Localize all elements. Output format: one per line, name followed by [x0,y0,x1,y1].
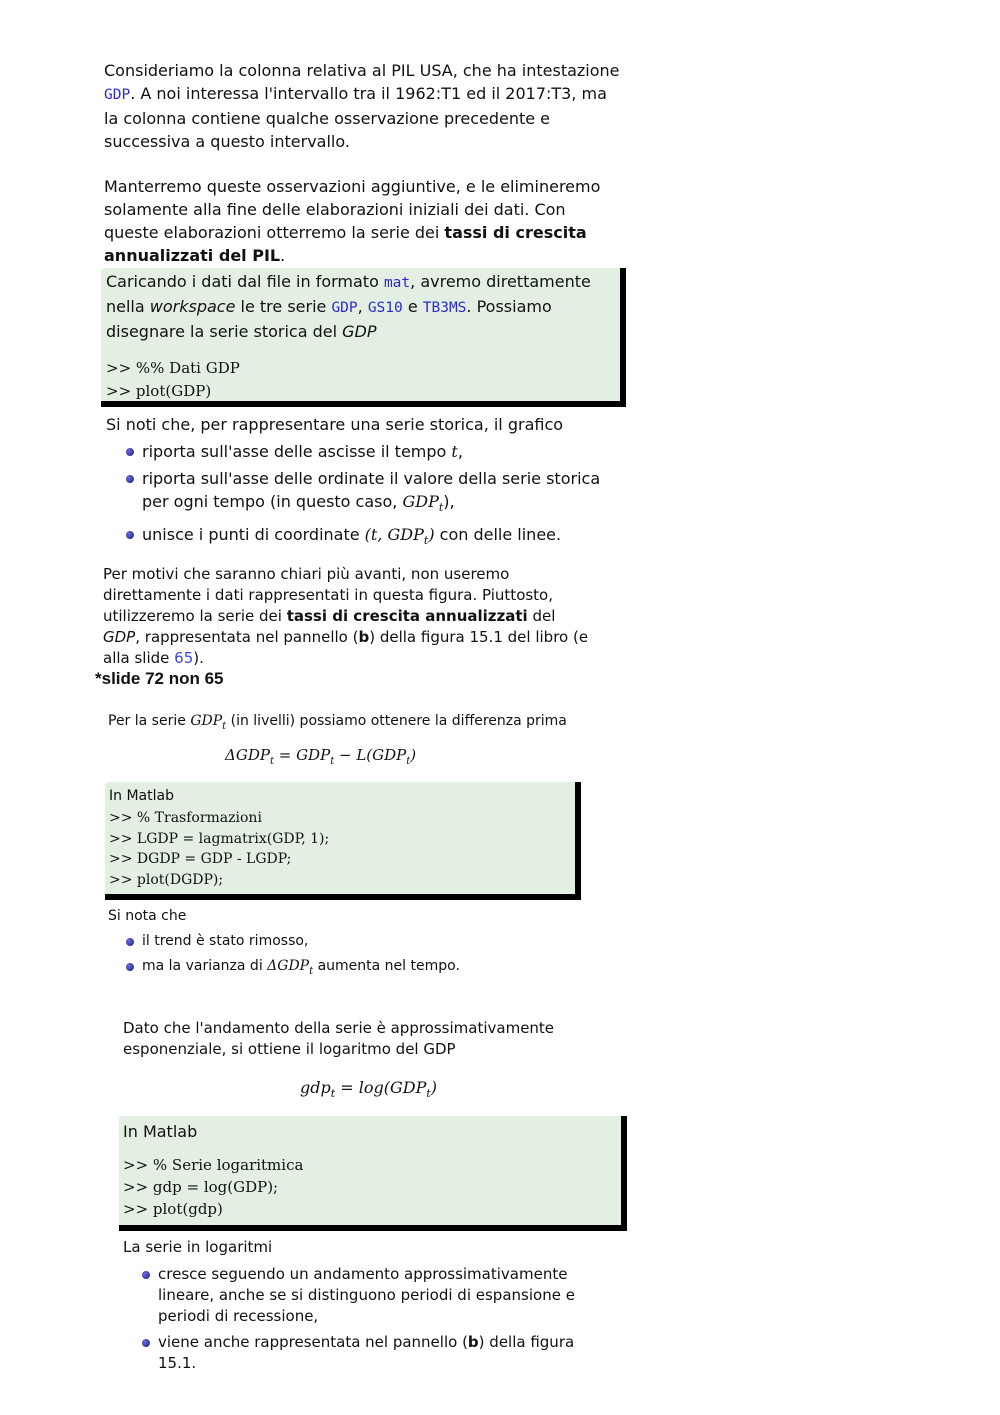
list-item: cresce seguendo un andamento approssimativamente lineare, anche se si distinguono periodi di espansione e periodi di recessione, [120,1264,610,1327]
keyword-tb3ms: TB3MS [422,300,467,316]
bullet-icon [142,1271,150,1279]
retention-paragraph: Manterremo queste osservazioni aggiuntive, e le elimineremo solamente alla fine delle elaborazioni iniziali dei dati. Con queste elaborazioni otterremo la serie dei tassi di crescita annualizzati del PIL. [104,177,601,265]
slide-link[interactable]: 65 [174,649,194,667]
box-title: In Matlab [109,788,174,804]
code-log: >> % Serie logaritmica >> gdp = log(GDP); >> plot(gdp) [123,1156,304,1218]
load-data-box [101,268,626,407]
list-item: unisce i punti di coordinate (t, $GDP_t$) con delle linee. [104,523,624,552]
keyword-mat: mat [383,275,411,291]
bullet-icon [126,448,134,456]
first-difference-formula: $\Delta GDP_t = GDP_t - L(GDP_t)$ [225,746,417,767]
keyword-gs10: GS10 [367,300,403,316]
diff-note-intro: Si nota che [108,908,187,924]
load-data-text: Caricando i dati dal file in formato mat, avremo direttamente nella workspace le tre serie GDP, GS10 e TB3MS. Possiamo disegnare la serie storica del GDP [106,272,591,341]
bullet-icon [126,531,134,539]
keyword-gdp: GDP [331,300,358,316]
series-bullets [104,440,624,552]
list-item: ma la varianza di $\Delta GDP_t$ aumenta nel tempo. [104,956,574,982]
first-difference-intro: Per la serie $GDP_t$ (in livelli) possiamo ottenere la differenza prima [108,713,567,732]
bullet-icon [126,938,134,946]
log-formula: $gdp_t = \log(GDP_t)$ [300,1078,438,1101]
matlab-log-box [119,1116,627,1231]
bullet-icon [126,963,134,971]
correction-note: *slide 72 non 65 [95,669,224,688]
list-item: il trend è stato rimosso, [104,931,574,951]
code-diff: >> % Trasformazioni >> LGDP = lagmatrix(GDP, 1); >> DGDP = GDP - LGDP; >> plot(DGDP); [109,810,330,888]
series-note-intro: Si noti che, per rappresentare una serie storica, il grafico [106,415,564,434]
log-note-intro: La serie in logaritmi [123,1238,273,1256]
code-plot-gdp: >> %% Dati GDP >> plot(GDP) [106,359,240,400]
bullet-icon [142,1339,150,1347]
box-title: In Matlab [123,1122,198,1141]
bullet-icon [126,475,134,483]
log-bullets [120,1264,610,1374]
log-intro: Dato che l'andamento della serie è approssimativamente esponenziale, si ottiene il logaritmo del GDP [123,1019,555,1058]
list-item: viene anche rappresentata nel pannello (b) della figura 15.1. [120,1332,610,1374]
diff-bullets [104,931,574,982]
list-item: riporta sull'asse delle ordinate il valore della serie storica per ogni tempo (in questo caso, $GDP_t$), [104,467,624,519]
keyword-gdp: GDP [104,87,131,103]
intro-paragraph: Consideriamo la colonna relativa al PIL USA, che ha intestazione GDP. A noi interessa l'intervallo tra il 1962:T1 ed il 2017:T3, ma la colonna contiene qualche osservazione precedente e successiva a questo intervallo. [104,61,620,151]
matlab-diff-box [105,782,581,900]
growth-rate-paragraph: Per motivi che saranno chiari più avanti, non useremo direttamente i dati rappresentati in questa figura. Piuttosto, utilizzeremo la serie dei tassi di crescita annualizzati del GDP, rappresentata nel pannello (b) della figura 15.1 del libro (e alla slide 65). [103,565,589,667]
list-item: riporta sull'asse delle ascisse il tempo t, [104,440,624,463]
